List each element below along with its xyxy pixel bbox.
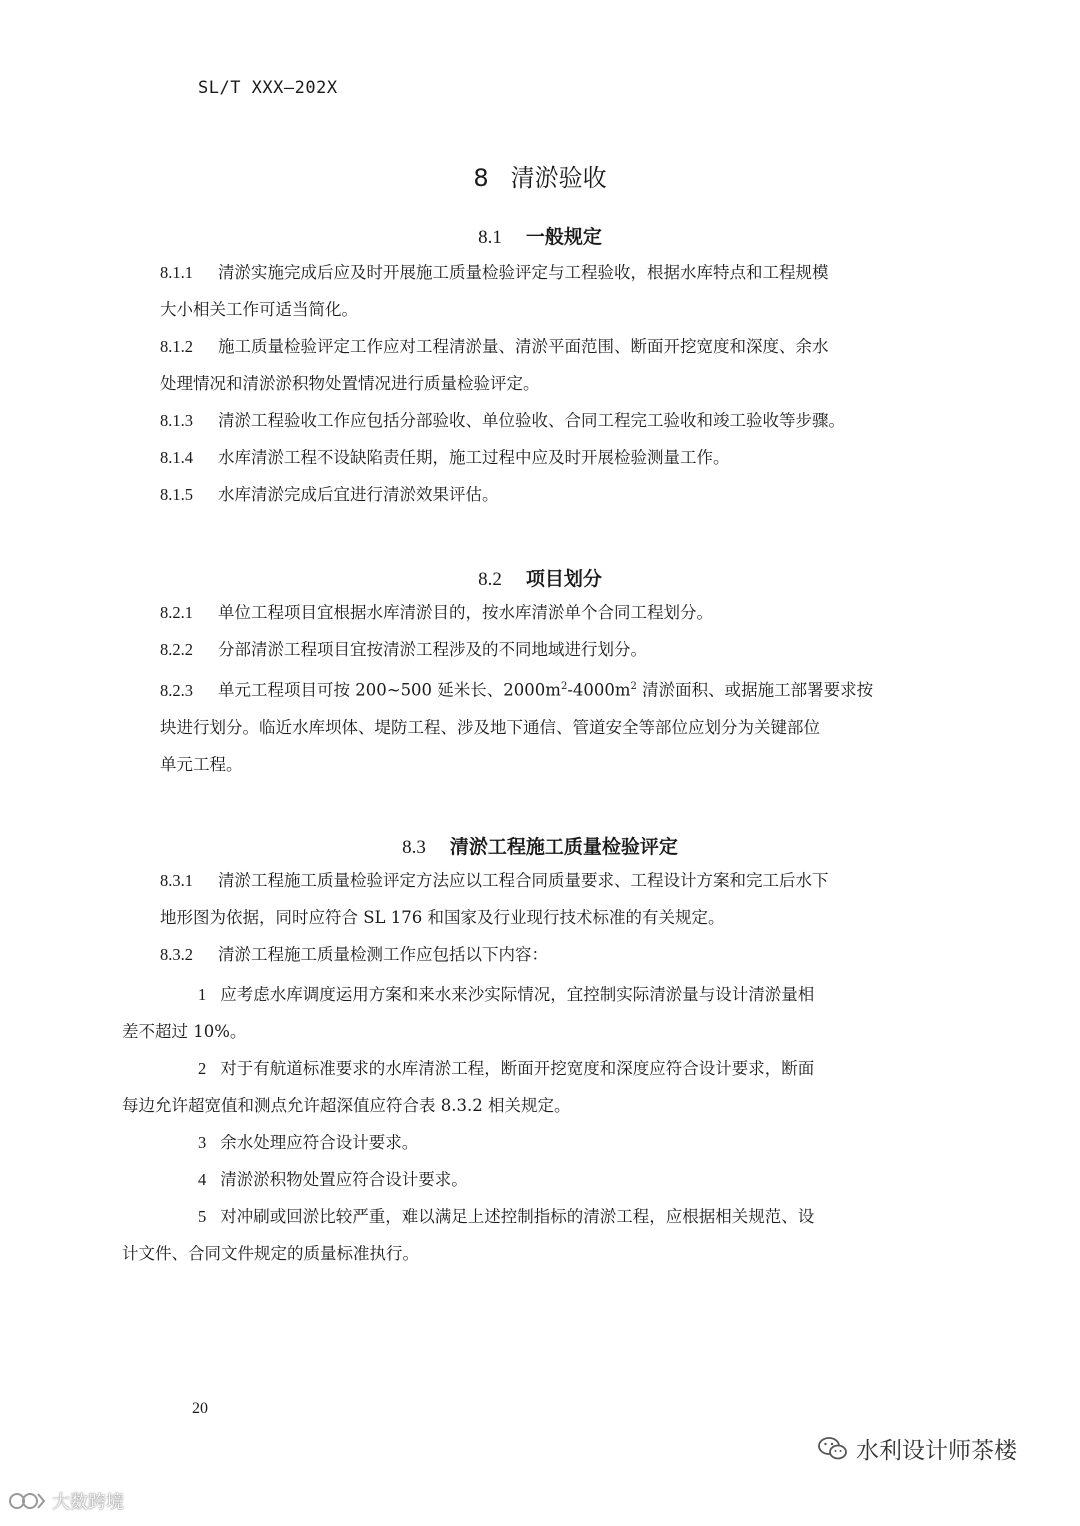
clause-text-line: 单元工程项目可按 200~500 延米长、2000m [218,680,561,700]
clause-text-line: -4000m [567,680,631,700]
clause-number: 8.1.5 [160,485,193,504]
clause-8-3-2 [160,936,922,973]
clause-text-line: 清淤工程施工质量检验评定方法应以工程合同质量要求、工程设计方案和完工后水下 [218,871,829,890]
item-number: 4 [198,1170,207,1189]
clause-number: 8.2.1 [160,603,193,622]
section-title: 一般规定 [525,226,602,248]
section-number: 8.2 [478,569,502,590]
clause-number: 8.3.1 [160,871,193,890]
clause-text-line: 水库清淤工程不设缺陷责任期，施工过程中应及时开展检验测量工作。 [218,448,730,467]
clause-text-line: 单元工程。 [160,754,243,774]
clause-text-line: 块进行划分。临近水库坝体、堤防工程、涉及地下通信、管道安全等部位应划分为关键部位 [160,717,820,737]
clause-text-line: 水库清淤完成后宜进行清淤效果评估。 [218,485,499,504]
clause-8-2-2 [160,631,922,668]
clause-text-line: 施工质量检验评定工作应对工程清淤量、清淤平面范围、断面开挖宽度和深度、余水 [218,337,829,356]
section-heading-8-1 [0,222,1080,249]
superscript: 2 [630,681,637,692]
clause-text-line: 清淤面积、或据施工部署要求按 [636,680,874,700]
clause-text-line: 地形图为依据，同时应符合 SL 176 和国家及行业现行技术标准的有关规定。 [160,908,725,927]
item-number: 3 [198,1133,207,1152]
item-number: 1 [198,985,207,1004]
section-title: 清淤工程施工质量检验评定 [449,836,678,858]
item-number: 5 [198,1207,207,1226]
chapter-number: 8 [473,164,489,192]
clause-number: 8.3.2 [160,945,193,964]
clause-number: 8.2.2 [160,640,193,659]
clause-text-line: 清淤工程验收工作应包括分部验收、单位验收、合同工程完工验收和竣工验收等步骤。 [218,411,845,430]
clause-text-line: 清淤工程施工质量检测工作应包括以下内容： [218,945,548,964]
item-text-line: 余水处理应符合设计要求。 [220,1133,419,1152]
watermark-right [818,1432,1017,1465]
list-item-4 [160,1161,922,1198]
item-text-line: 每边允许超宽值和测点允许超深值应符合表 8.3.2 相关规定。 [122,1096,571,1115]
clause-text-line: 清淤实施完成后应及时开展施工质量检验评定与工程验收，根据水库特点和工程规模 [218,263,829,282]
clause-8-2-1 [160,594,922,631]
clause-number: 8.2.3 [160,680,193,700]
chapter-title-text: 清淤验收 [510,164,607,192]
logo-icon [8,1490,48,1512]
item-text-line: 清淤淤积物处置应符合设计要求。 [220,1170,468,1189]
clause-8-1-1 [160,254,922,328]
item-text-line: 对于有航道标准要求的水库清淤工程，断面开挖宽度和深度应符合设计要求，断面 [220,1059,815,1078]
clause-number: 8.1.2 [160,337,193,356]
watermark-right-text: 水利设计师茶楼 [856,1438,1017,1464]
clause-text-line: 大小相关工作可适当简化。 [160,300,358,319]
section-number: 8.3 [402,837,426,858]
clause-8-1-5 [160,476,922,513]
clause-8-1-2 [160,328,922,402]
list-item-2 [122,1050,922,1124]
clause-8-3-1 [160,862,922,936]
item-text-line: 对冲刷或回淤比较严重，难以满足上述控制指标的清淤工程，应根据相关规范、设 [220,1207,815,1226]
item-text-line: 差不超过 10%。 [122,1022,247,1041]
list-item-1 [122,976,922,1050]
page-number: 20 [192,1400,208,1417]
clause-number: 8.1.1 [160,263,193,282]
clause-8-1-3 [160,402,922,439]
item-number: 2 [198,1059,207,1078]
item-text-line: 应考虑水库调度运用方案和来水来沙实际情况，宜控制实际清淤量与设计清淤量相 [220,985,815,1004]
clause-8-2-3 [160,668,922,783]
clause-text-line: 分部清淤工程项目宜按清淤工程涉及的不同地域进行划分。 [218,640,647,659]
watermark-left-text: 大数跨境 [52,1492,124,1513]
clause-text-line: 处理情况和清淤淤积物处置情况进行质量检验评定。 [160,374,540,393]
clause-8-1-4 [160,439,922,476]
item-text-line: 计文件、合同文件规定的质量标准执行。 [122,1244,419,1263]
superscript: 2 [560,681,568,692]
list-item-3 [160,1124,922,1161]
section-heading-8-3 [0,832,1080,859]
section-title: 项目划分 [525,568,602,590]
watermark-left [8,1488,124,1514]
wechat-icon [818,1436,848,1462]
section-heading-8-2 [0,564,1080,591]
clause-text-line: 单位工程项目宜根据水库清淤目的，按水库清淤单个合同工程划分。 [218,603,713,622]
chapter-title [0,158,1080,193]
clause-number: 8.1.4 [160,448,193,467]
list-item-5 [122,1198,922,1272]
section-number: 8.1 [478,227,502,248]
standard-code-header: SL/T XXX—202X [198,78,338,98]
clause-number: 8.1.3 [160,411,193,430]
